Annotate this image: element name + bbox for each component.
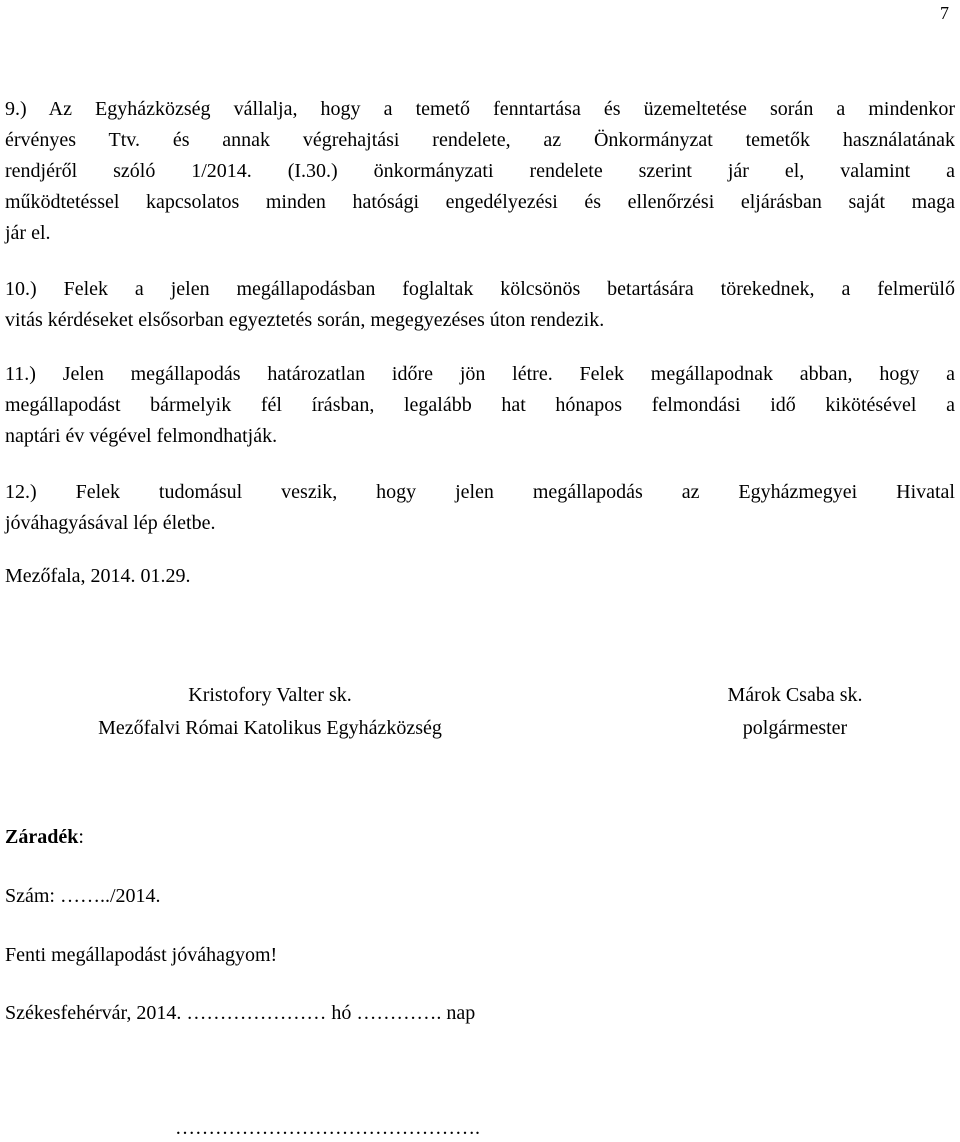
signatory-role: polgármester	[742, 717, 848, 739]
paragraph-10	[5, 274, 955, 336]
approval-statement: Fenti megállapodást jóváhagyom!	[5, 944, 278, 966]
signatory-role: Mezőfalvi Római Katolikus Egyházközség	[98, 717, 442, 739]
paragraph-line: 10.) Felek a jelen megállapodásban foglaltak kölcsönös betartására törekednek, a felmerülő	[5, 278, 955, 300]
paragraph-line: 12.) Felek tudomásul veszik, hogy jelen megállapodás az Egyházmegyei Hivatal	[5, 481, 955, 503]
place-date: Mezőfala, 2014. 01.29.	[5, 565, 191, 587]
approval-date-line: Székesfehérvár, 2014. ………………… hó …………. nap	[5, 1002, 476, 1024]
page-number: 7	[940, 3, 949, 23]
paragraph-line: naptári év végével felmondhatják.	[5, 425, 278, 447]
clause-heading-text: Záradék	[5, 826, 79, 848]
paragraph-line: jár el.	[5, 222, 51, 244]
paragraph-12	[5, 477, 955, 539]
clause-heading-colon: :	[78, 826, 84, 848]
paragraph-line: 11.) Jelen megállapodás határozatlan időre jön létre. Felek megállapodnak abban, hogy a	[5, 363, 955, 385]
paragraph-line: jóváhagyásával lép életbe.	[5, 512, 216, 534]
clause-number-line: Szám: ……../2014.	[5, 885, 161, 907]
paragraph-line: 9.) Az Egyházközség vállalja, hogy a temető fenntartása és üzemeltetése során a mindenkor	[5, 98, 955, 120]
signatory-name: Márok Csaba sk.	[727, 684, 863, 706]
paragraph-line: megállapodást bármelyik fél írásban, legalább hat hónapos felmondási idő kikötésével a	[5, 394, 955, 416]
signatory-name: Kristofory Valter sk.	[188, 684, 352, 706]
signature-line: ……………………………………….	[175, 1117, 480, 1139]
paragraph-line: működtetéssel kapcsolatos minden hatósági engedélyezési és ellenőrzési eljárásban saját maga	[5, 191, 955, 213]
signatory-right	[690, 679, 900, 745]
paragraph-11	[5, 359, 955, 452]
paragraph-line: rendjéről szóló 1/2014. (I.30.) önkormányzati rendelete szerint jár el, valamint a	[5, 160, 955, 182]
clause-heading	[5, 826, 84, 849]
paragraph-line: érvényes Ttv. és annak végrehajtási rendelete, az Önkormányzat temetők használatának	[5, 129, 955, 151]
paragraph-line: vitás kérdéseket elsősorban egyeztetés során, megegyezéses úton rendezik.	[5, 309, 605, 331]
paragraph-9	[5, 94, 955, 249]
signatory-left	[40, 679, 500, 745]
